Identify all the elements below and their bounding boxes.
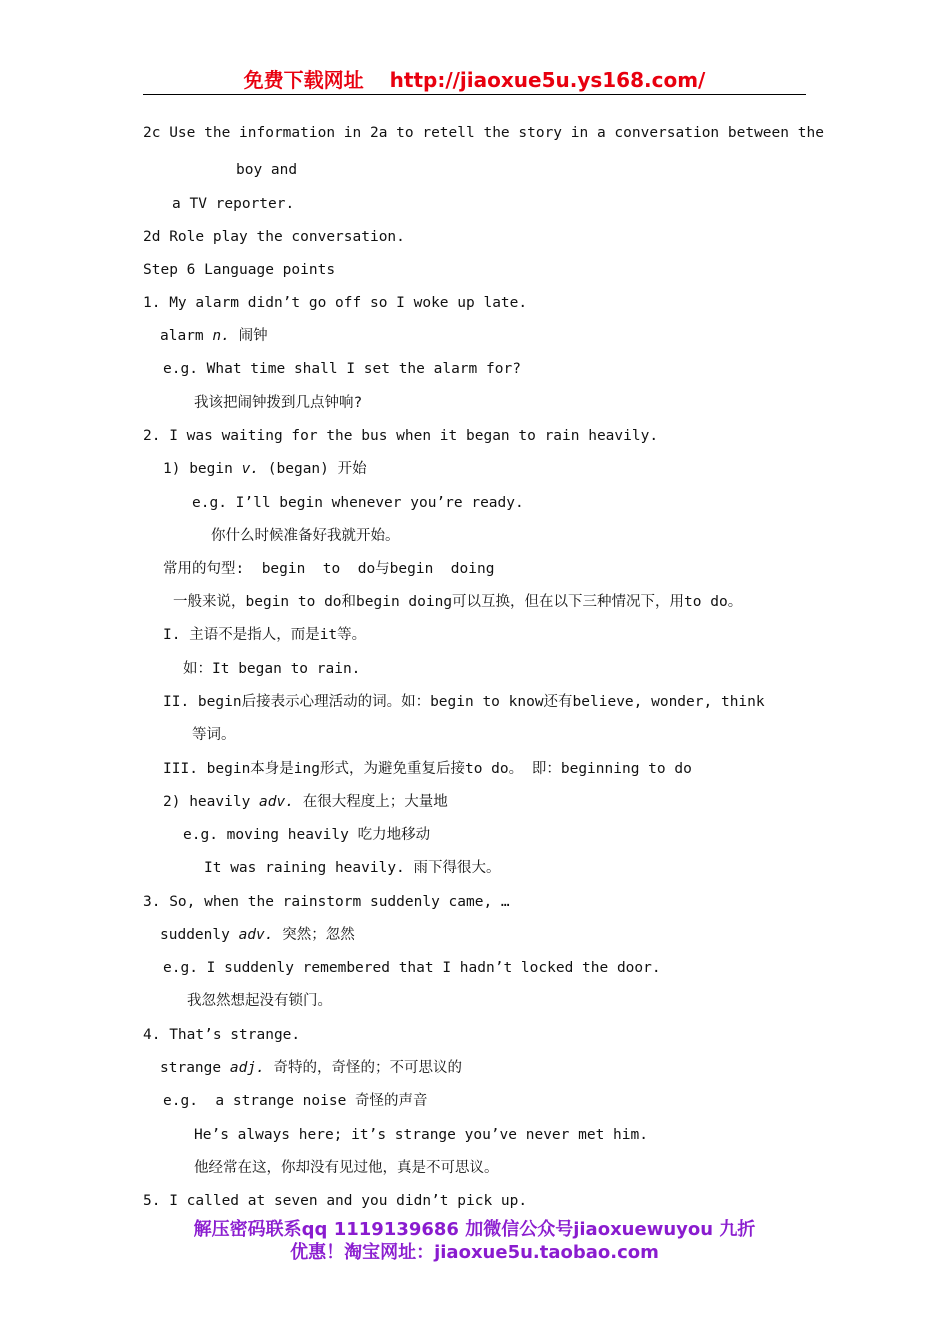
point-3: 3. So, when the rainstorm suddenly came, … — [143, 894, 510, 910]
vocab-strange: strange adj. 奇特的，奇怪的；不可思议的 — [160, 1060, 462, 1076]
example-translation: 你什么时候准备好我就开始。 — [211, 528, 400, 544]
point-4: 4. That’s strange. — [143, 1027, 301, 1043]
example-sentence: e.g. I suddenly remembered that I hadn’t locked the door. — [163, 960, 661, 976]
example-sentence: e.g. What time shall I set the alarm for? — [163, 361, 521, 377]
example-translation: 他经常在这，你却没有见过他，真是不可思议。 — [194, 1160, 499, 1176]
footer-contact-line: 解压密码联系qq 1119139686 加微信公众号jiaoxuewuyou 九折 — [193, 1219, 756, 1240]
point-2: 2. I was waiting for the bus when it began to rain heavily. — [143, 428, 659, 444]
vocab-heavily: 2) heavily adv. 在很大程度上；大量地 — [163, 794, 448, 810]
text-line: 如：It began to rain. — [183, 661, 361, 677]
text-line: boy and — [236, 162, 298, 178]
footer-shop-line: 优惠！淘宝网址：jiaoxue5u.taobao.com — [290, 1242, 659, 1263]
text-line: 2c Use the information in 2a to retell the story in a conversation between the — [143, 125, 824, 141]
example-sentence: He’s always here; it’s strange you’ve never met him. — [194, 1127, 648, 1143]
example-translation: 我忽然想起没有锁门。 — [187, 993, 332, 1009]
text-line: 一般来说，begin to do和begin doing可以互换，但在以下三种情况下，用to do。 — [173, 594, 743, 610]
example-sentence: e.g. moving heavily 吃力地移动 — [183, 827, 431, 843]
point-1: 1. My alarm didn’t go off so I woke up late. — [143, 295, 528, 311]
header-url-link[interactable]: http://jiaoxue5u.ys168.com/ — [389, 68, 706, 92]
text-line: 等词。 — [192, 727, 236, 743]
example-translation: 我该把闹钟拨到几点钟响? — [194, 395, 363, 411]
text-line: I. 主语不是指人，而是it等。 — [163, 627, 367, 643]
text-line: III. begin本身是ing形式，为避免重复后接to do。 即：beginning to do — [163, 761, 692, 777]
example-sentence: e.g. I’ll begin whenever you’re ready. — [192, 495, 524, 511]
vocab-alarm: alarm n. 闹钟 — [160, 328, 268, 344]
vocab-begin: 1) begin v. (began) 开始 — [163, 461, 367, 477]
example-sentence: It was raining heavily. 雨下得很大。 — [204, 860, 501, 876]
point-5: 5. I called at seven and you didn’t pick up. — [143, 1193, 528, 1209]
header-divider — [143, 94, 806, 95]
text-line: a TV reporter. — [172, 196, 295, 212]
text-line: 2d Role play the conversation. — [143, 229, 405, 245]
page-header — [143, 66, 806, 94]
vocab-suddenly: suddenly adv. 突然；忽然 — [160, 927, 355, 943]
example-sentence: e.g. a strange noise 奇怪的声音 — [163, 1093, 428, 1109]
header-title: 免费下载网址 — [243, 68, 364, 92]
text-line: 常用的句型: begin to do与begin doing — [163, 561, 495, 577]
text-line: II. begin后接表示心理活动的词。如：begin to know还有believe, wonder, think — [163, 694, 765, 710]
section-heading: Step 6 Language points — [143, 262, 336, 278]
